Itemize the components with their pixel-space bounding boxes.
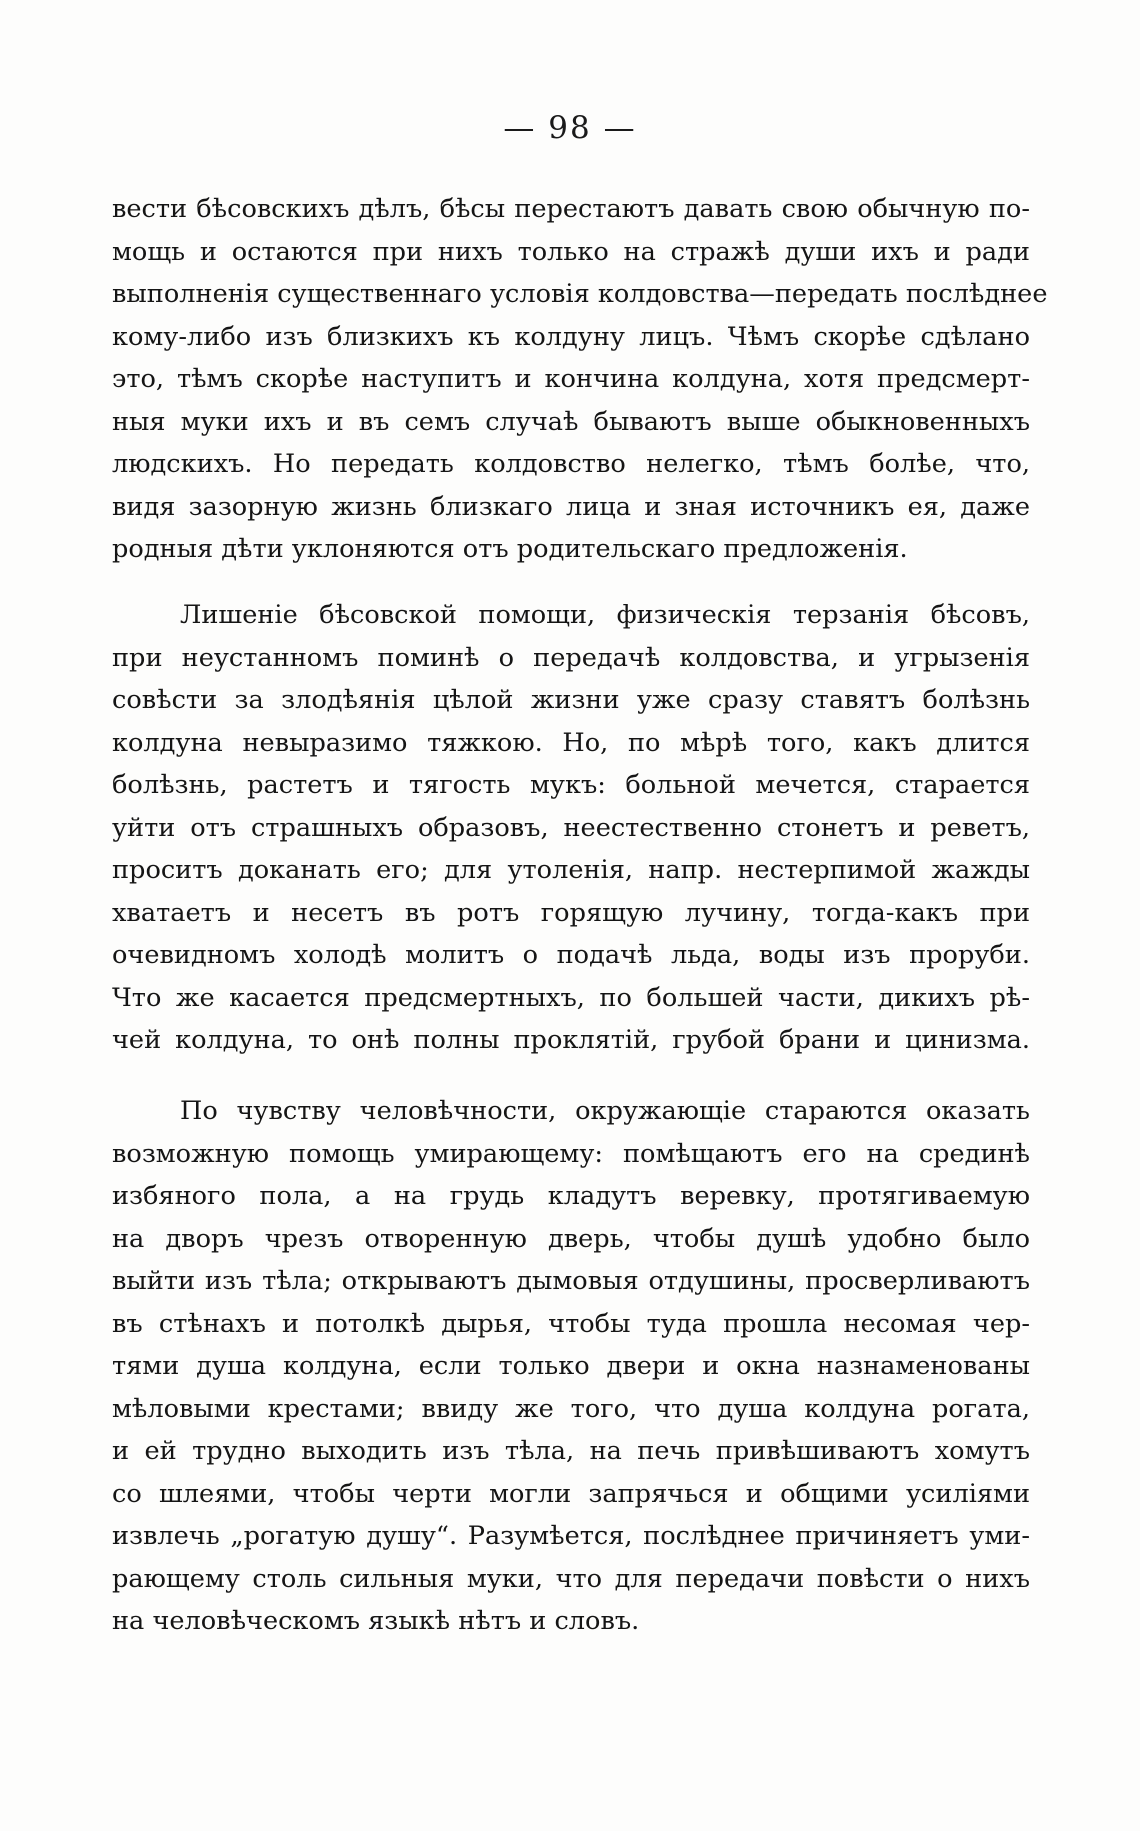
text-line: родныя дѣти уклоняются отъ родительскаго предложенія. bbox=[112, 534, 908, 564]
text-line: рающему столь сильныя муки, что для передачи повѣсти о нихъ bbox=[112, 1563, 1030, 1594]
text-line: Что же касается предсмертныхъ, по большей части, дикихъ рѣ- bbox=[112, 982, 1030, 1013]
text-line: и ей трудно выходить изъ тѣла, на печь привѣшиваютъ хомутъ bbox=[112, 1436, 1030, 1466]
paragraph-2 bbox=[112, 594, 1030, 1062]
text-line: избяного пола, а на грудь кладутъ веревку, протягиваемую bbox=[112, 1181, 1030, 1211]
text-line: кому-либо изъ близкихъ къ колдуну лицъ. Чѣмъ скорѣе сдѣлано bbox=[112, 321, 1030, 352]
text-line: извлечь „рогатую душу“. Разумѣется, послѣднее причиняетъ уми- bbox=[112, 1521, 1030, 1551]
text-line: хватаетъ и несетъ въ ротъ горящую лучину, тогда-какъ при bbox=[112, 897, 1030, 928]
text-line: со шлеями, чтобы черти могли запрячься и общими усиліями bbox=[112, 1478, 1030, 1509]
text-line: мѣловыми крестами; ввиду же того, что душа колдуна рогата, bbox=[112, 1393, 1030, 1424]
text-line: людскихъ. Но передать колдовство нелегко, тѣмъ болѣе, что, bbox=[112, 449, 1030, 479]
text-line: По чувству человѣчности, окружающіе стараются оказать bbox=[180, 1096, 1030, 1126]
text-line: видя зазорную жизнь близкаго лица и зная источникъ ея, даже bbox=[112, 491, 1030, 522]
text-line: при неустанномъ поминѣ о передачѣ колдовства, и угрызенія bbox=[112, 642, 1030, 673]
text-line: вести бѣсовскихъ дѣлъ, бѣсы перестаютъ давать свою обычную по- bbox=[112, 194, 1030, 224]
text-line: на человѣческомъ языкѣ нѣтъ и словъ. bbox=[112, 1606, 640, 1636]
text-line: въ стѣнахъ и потолкѣ дырья, чтобы туда прошла несомая чер- bbox=[112, 1308, 1030, 1339]
paragraph-3 bbox=[112, 1090, 1030, 1643]
text-line: совѣсти за злодѣянія цѣлой жизни уже сразу ставятъ болѣзнь bbox=[112, 685, 1030, 715]
text-line: ныя муки ихъ и въ семъ случаѣ бываютъ выше обыкновенныхъ bbox=[112, 406, 1030, 437]
text-line: болѣзнь, растетъ и тягость мукъ: больной мечется, старается bbox=[112, 770, 1030, 800]
text-line: чей колдуна, то онѣ полны проклятій, грубой брани и цинизма. bbox=[112, 1025, 1030, 1055]
text-line: это, тѣмъ скорѣе наступитъ и кончина колдуна, хотя предсмерт- bbox=[112, 364, 1030, 394]
text-line: возможную помощь умирающему: помѣщаютъ его на срединѣ bbox=[112, 1138, 1030, 1169]
text-line: Лишеніе бѣсовской помощи, физическія терзанія бѣсовъ, bbox=[180, 600, 1030, 630]
text-line: выполненія существеннаго условія колдовства—передать послѣднее bbox=[112, 279, 1048, 309]
page-number: — 98 — bbox=[503, 110, 637, 146]
text-line: колдуна невыразимо тяжкою. Но, по мѣрѣ того, какъ длится bbox=[112, 727, 1030, 758]
text-line: тями душа колдуна, если только двери и окна назнаменованы bbox=[112, 1351, 1030, 1381]
text-line: на дворъ чрезъ отворенную дверь, чтобы душѣ удобно было bbox=[112, 1223, 1030, 1254]
text-line: уйти отъ страшныхъ образовъ, неестественно стонетъ и реветъ, bbox=[112, 812, 1030, 843]
paragraph-1 bbox=[112, 188, 1048, 571]
text-line: очевидномъ холодѣ молитъ о подачѣ льда, воды изъ проруби. bbox=[112, 940, 1030, 970]
text-line: проситъ доканать его; для утоленія, напр. нестерпимой жажды bbox=[112, 855, 1030, 885]
text-line: выйти изъ тѣла; открываютъ дымовыя отдушины, просверливаютъ bbox=[112, 1266, 1030, 1296]
text-line: мощь и остаются при нихъ только на стражѣ души ихъ и ради bbox=[112, 236, 1030, 267]
